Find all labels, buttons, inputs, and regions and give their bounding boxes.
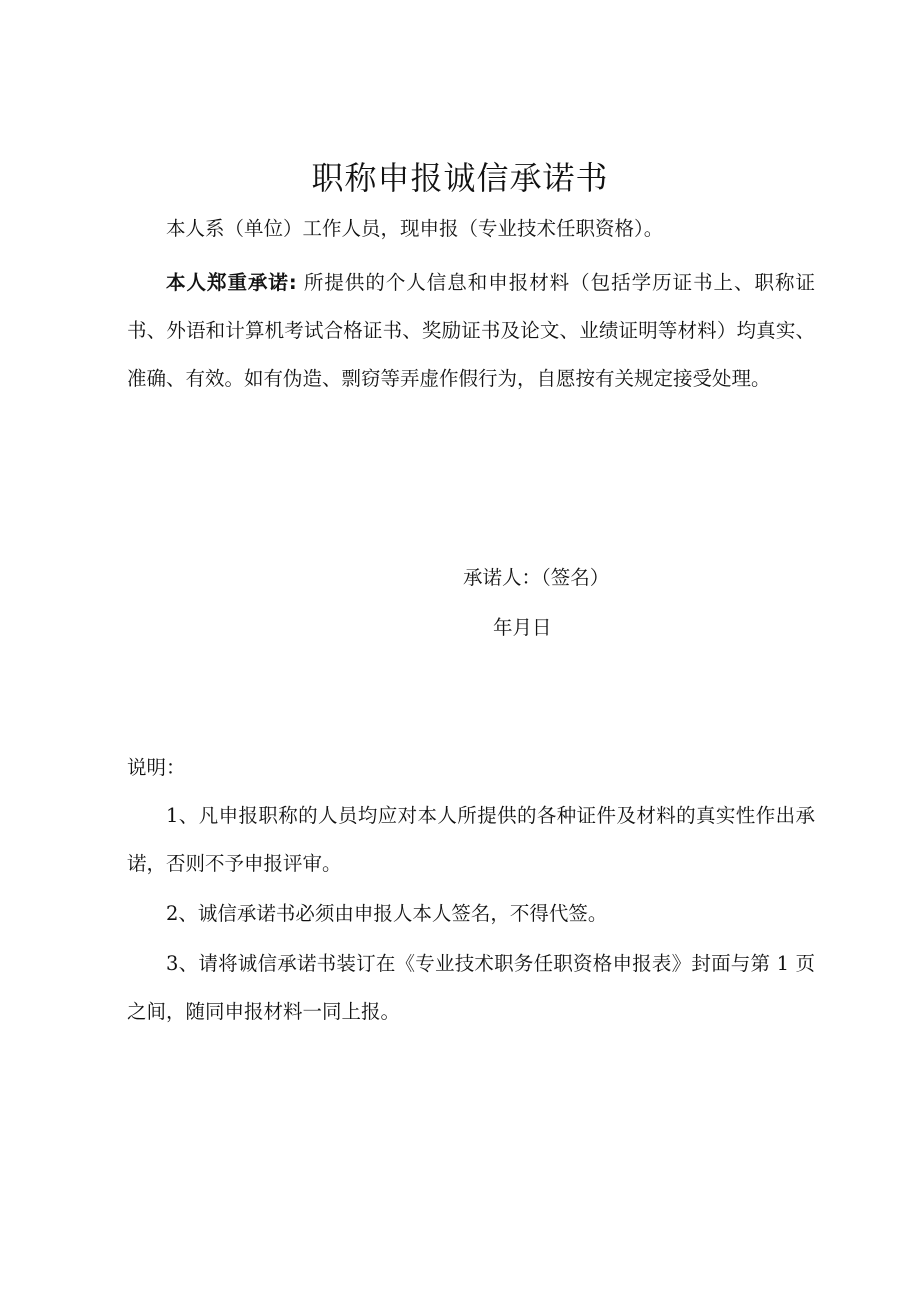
note-item-2: 2、诚信承诺书必须由申报人本人签名，不得代签。 — [166, 902, 608, 925]
pledge-body: 所提供的个人信息和申报材料（包括学历证书上、职称证书、外语和计算机考试合格证书、奖励证书及论文、业绩证明等材料）均真实、准确、有效。如有伪造、剽窃等弄虚作假行为，自愿按有关规定接受处理。 — [127, 271, 815, 390]
note-item-3: 3、请将诚信承诺书装订在《专业技术职务任职资格申报表》封面与第 1 页之间，随同申报材料一同上报。 — [127, 952, 815, 1023]
date-label: 年月日 — [493, 616, 552, 639]
intro-paragraph: 本人系（单位）工作人员，现申报（专业技术任职资格）。 — [166, 217, 664, 240]
pledge-lead: 本人郑重承诺: — [166, 271, 297, 294]
signer-label: 承诺人：（签名） — [463, 566, 610, 589]
document-title: 职称申报诚信承诺书 — [311, 159, 609, 197]
notes-heading: 说明： — [127, 756, 186, 779]
note-item-1: 1、凡申报职称的人员均应对本人所提供的各种证件及材料的真实性作出承诺，否则不予申报评审。 — [127, 804, 815, 875]
pledge-paragraph — [127, 259, 815, 403]
